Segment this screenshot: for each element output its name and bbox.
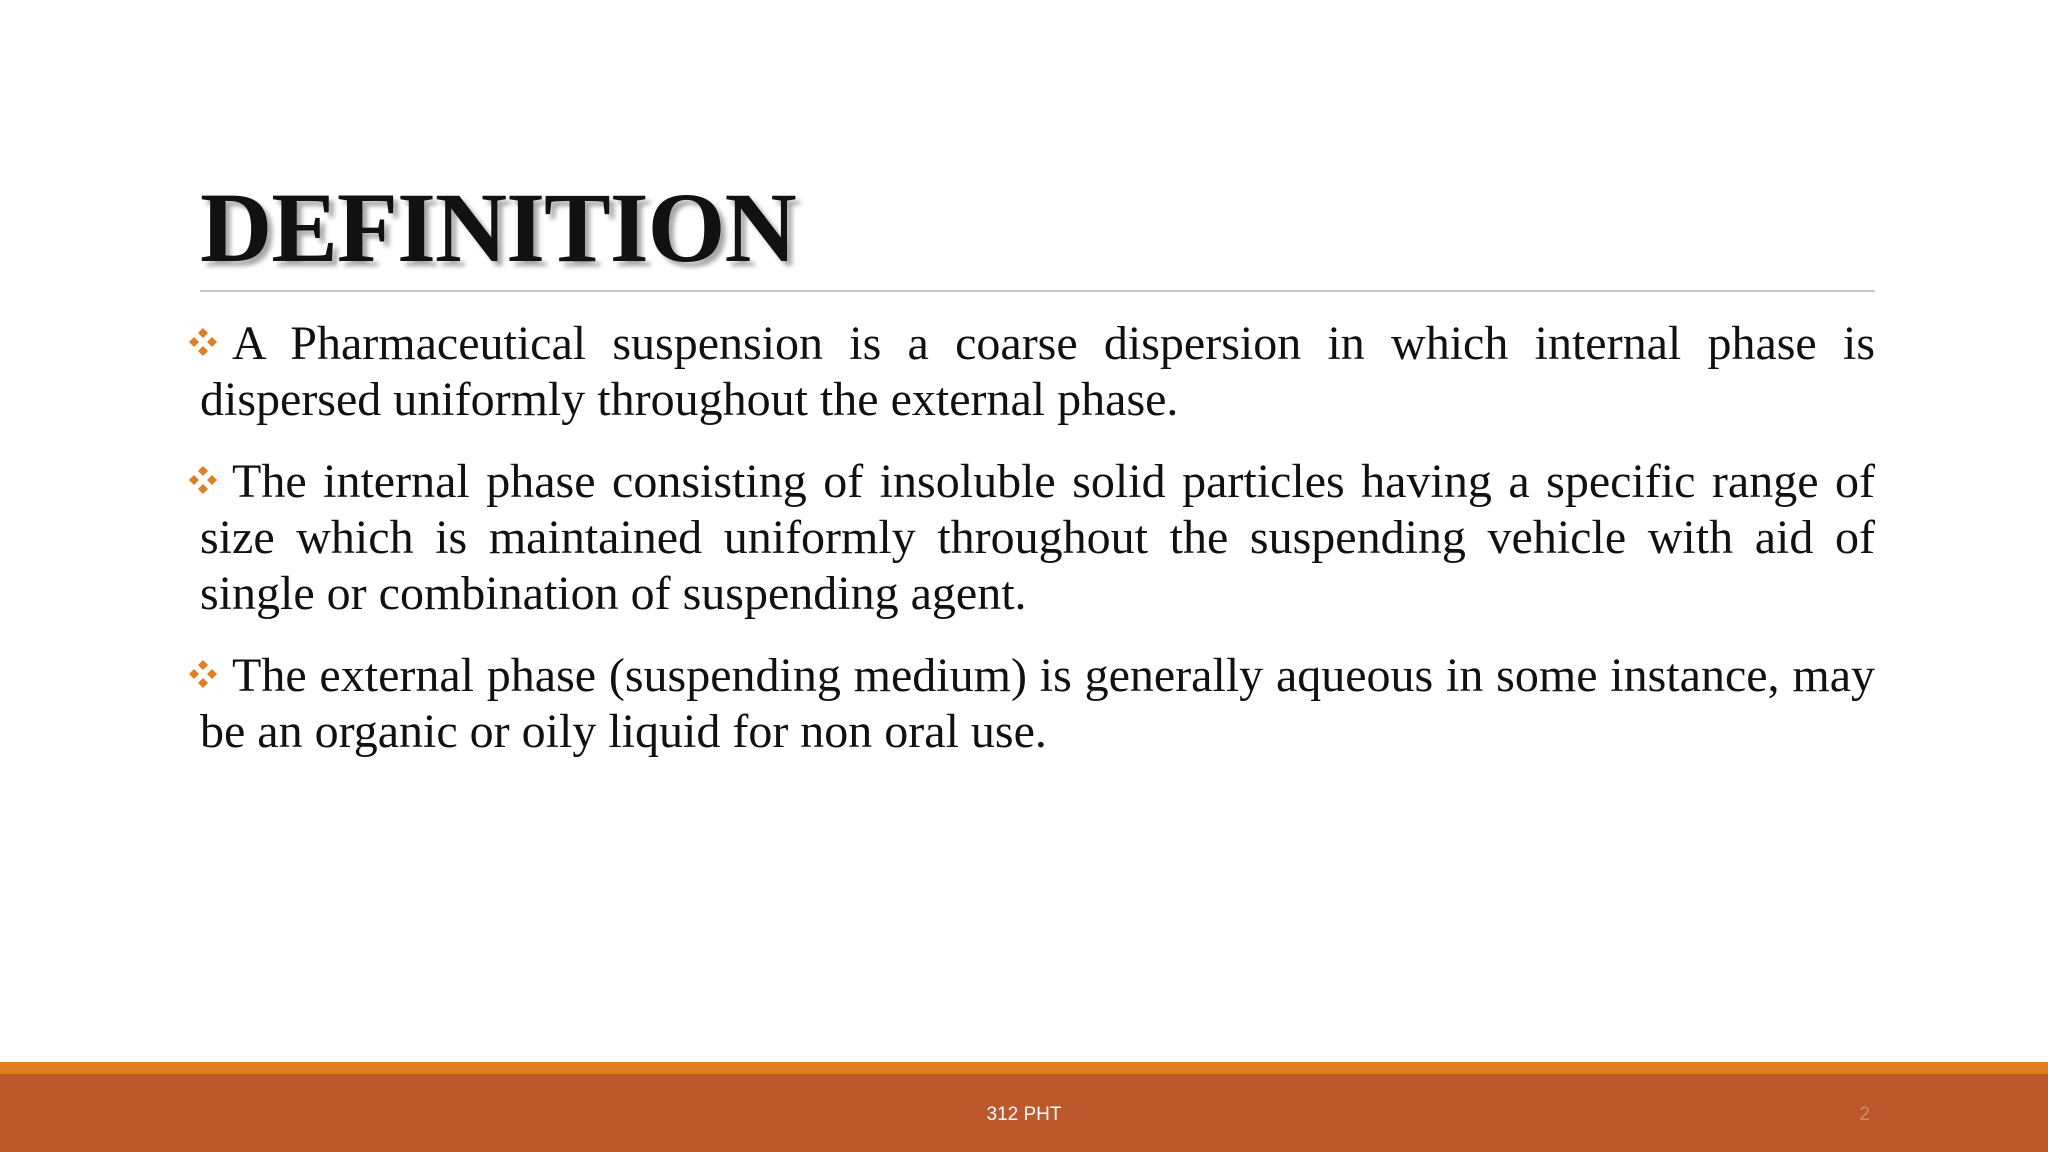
- footer-accent-stripe: [0, 1062, 2048, 1074]
- bullet-text: The internal phase consisting of insoluble solid particles having a specific range of size which is maintained uniformly throughout the suspending vehicle with aid of single or combination of suspending agent.: [200, 455, 1875, 620]
- footer-text: 312 PHT: [986, 1104, 1062, 1125]
- four-diamond-bullet-icon: [188, 327, 218, 357]
- bullet-text: The external phase (suspending medium) is generally aqueous in some instance, may be an organic or oily liquid for non oral use.: [200, 649, 1875, 758]
- bullet-item-2: [200, 454, 1875, 622]
- bullet-item-3: [200, 648, 1875, 760]
- bullet-list: [200, 316, 1875, 786]
- bullet-text: A Pharmaceutical suspension is a coarse dispersion in which internal phase is dispersed uniformly throughout the external phase.: [200, 317, 1875, 426]
- slide-title: DEFINITION: [200, 172, 796, 283]
- four-diamond-bullet-icon: [188, 659, 218, 689]
- page-number: 2: [1859, 1104, 1870, 1125]
- title-divider: [200, 290, 1875, 292]
- bullet-item-1: [200, 316, 1875, 428]
- four-diamond-bullet-icon: [188, 465, 218, 495]
